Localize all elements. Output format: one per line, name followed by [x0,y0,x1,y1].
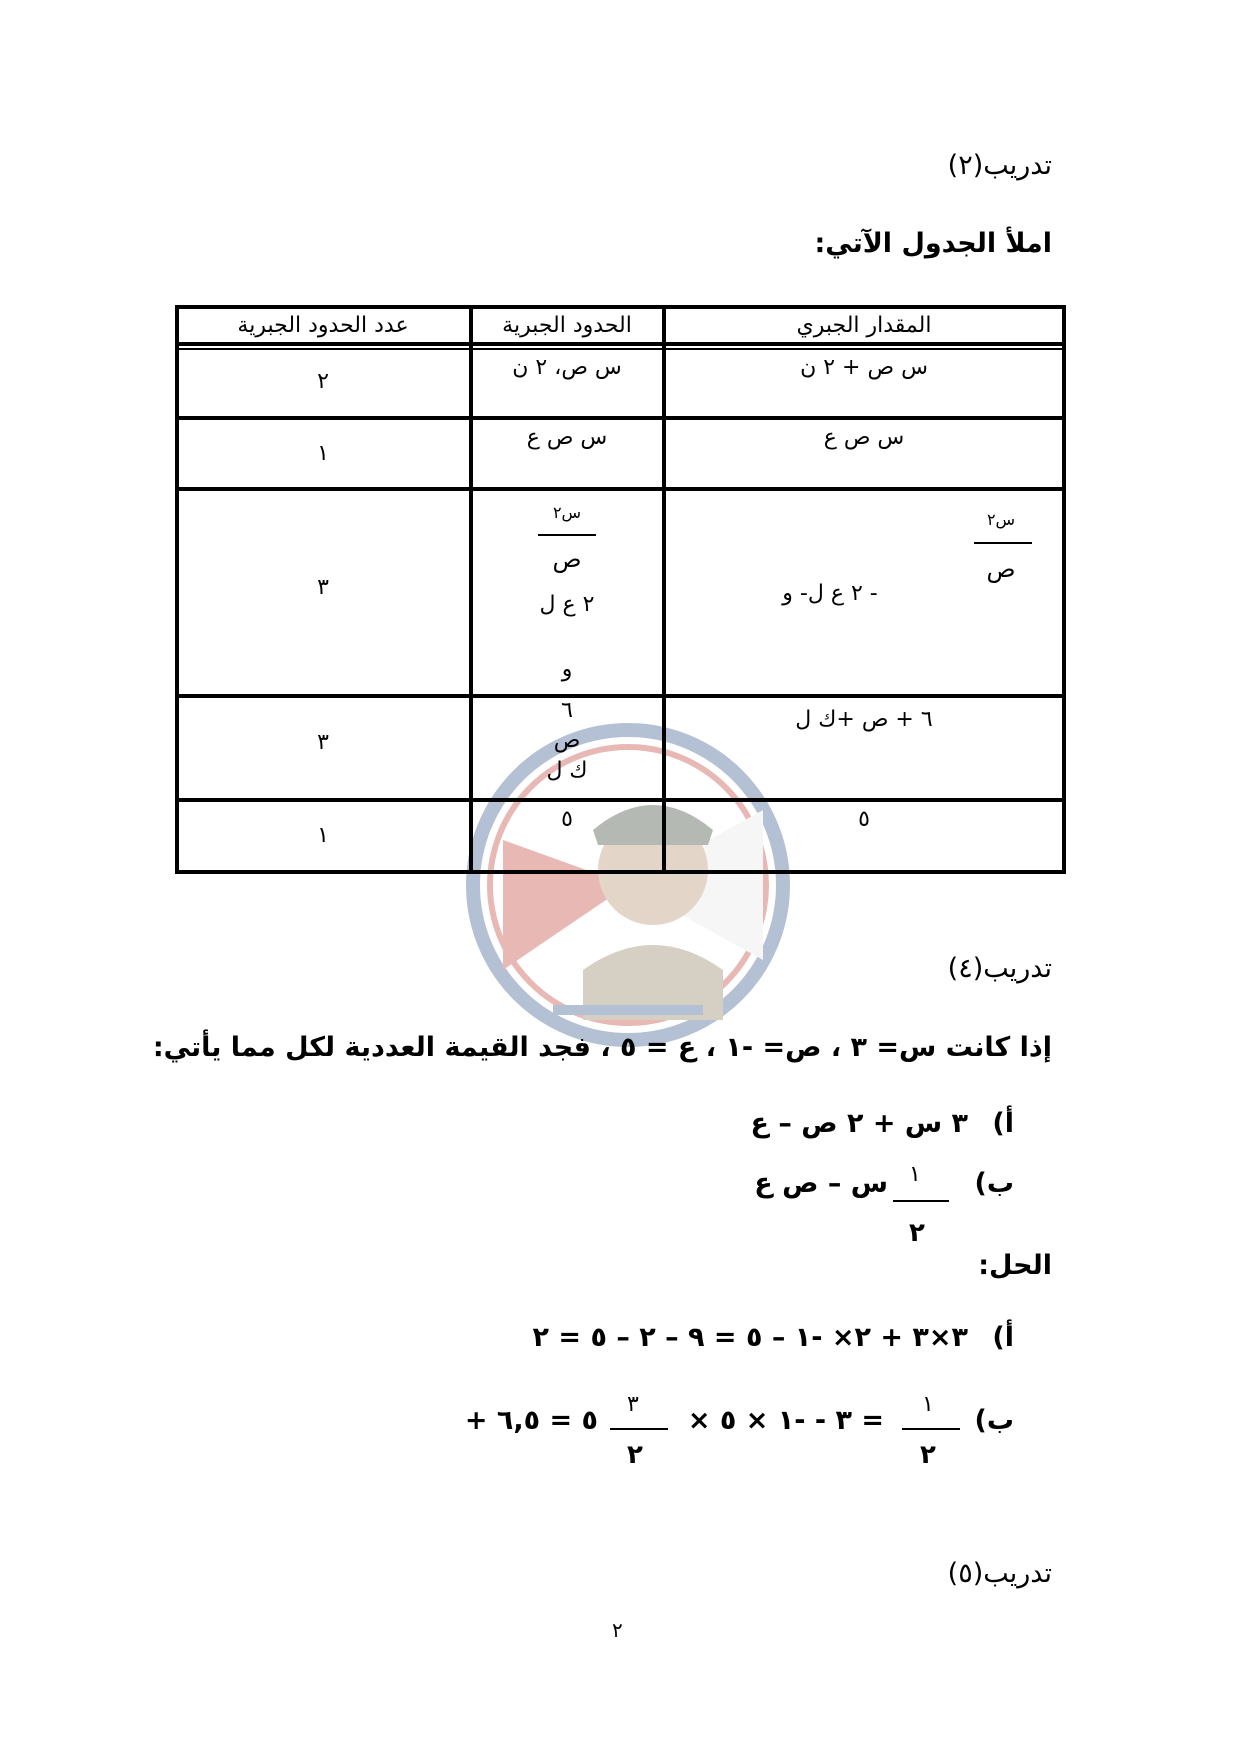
solution-a-expression: ٣×٣ + ٢× -١ – ٥ = ٩ – ٢ – ٥ = ٢ [532,1322,968,1353]
row3-expression-frac-den: ص [986,555,1016,583]
item-b-label: ب) [974,1168,1014,1199]
header-count: عدد الحدود الجبرية [237,313,409,338]
row3-terms-frac-den: ص [552,545,582,573]
row3-terms-frac-bar [538,534,596,536]
terms-table [175,305,1066,874]
row4-terms-line2: ص [553,728,581,753]
row4-terms-line3: ك ل [546,758,588,783]
item-a-label: أ) [992,1108,1014,1139]
exercise4-question: إذا كانت س= ٣ ، ص= -١ ، ع = ٥ ، فجد القيمة العددية لكل مما يأتي: [152,1032,1052,1063]
row2-terms: س ص ع [526,425,608,450]
row5-terms: ٥ [561,807,573,832]
exercise2-title: تدريب(٢) [947,150,1052,181]
solution-b-frac1-den: ٢ [920,1440,936,1470]
item-a-expression: ٣ س + ٢ ص – ع [750,1108,968,1139]
solution-b-frac1-bar [902,1428,960,1430]
header-expression: المقدار الجبري [796,313,932,338]
solution-b-frac2-den: ٢ [627,1440,643,1470]
row3-expression-frac-num: س٢ [986,510,1016,529]
row3-expression-frac-bar [974,542,1032,544]
row3-terms-line3: و [561,657,573,682]
row5-count: ١ [317,823,329,848]
row5-expression: ٥ [858,807,870,832]
row4-expression: ٦ + ص +ك ل [795,707,933,732]
row4-terms-line1: ٦ [561,698,573,723]
item-b-frac-bar [893,1200,949,1202]
row3-expression-rest: - ٢ ع ل- و [782,581,878,606]
exercise2-instruction: املأ الجدول الآتي: [814,228,1052,259]
row3-terms-line2: ٢ ع ل [539,592,595,617]
item-b-frac-den: ٢ [909,1218,925,1248]
solution-b-middle: × ٣ - -١ × ٥ = [687,1405,884,1436]
row1-count: ٢ [317,369,329,394]
row3-count: ٣ [317,575,329,600]
solution-b-frac2-num: ٣ [627,1392,639,1417]
exercise4-title: تدريب(٤) [947,953,1052,984]
row2-expression: س ص ع [823,425,905,450]
solution-b-end: + ٥ = ٦,٥ [464,1405,598,1436]
item-b-frac-num: ١ [909,1162,921,1187]
solution-b-label: ب) [974,1405,1014,1436]
row3-terms-frac-num: س٢ [552,503,582,522]
row4-count: ٣ [317,730,329,755]
row1-expression: س ص + ٢ ن [800,355,928,380]
solution-b-frac1-num: ١ [922,1392,934,1417]
row1-terms: س ص، ٢ ن [512,355,622,380]
solution-a-label: أ) [992,1322,1014,1353]
row2-count: ١ [317,441,329,466]
solution-b-frac2-bar [610,1428,668,1430]
exercise5-title: تدريب(٥) [947,1558,1052,1589]
header-terms: الحدود الجبرية [502,313,632,338]
item-b-expression: س – ص ع [754,1168,888,1199]
page-number: ٢ [612,1618,623,1642]
solution-label: الحل: [978,1250,1052,1281]
